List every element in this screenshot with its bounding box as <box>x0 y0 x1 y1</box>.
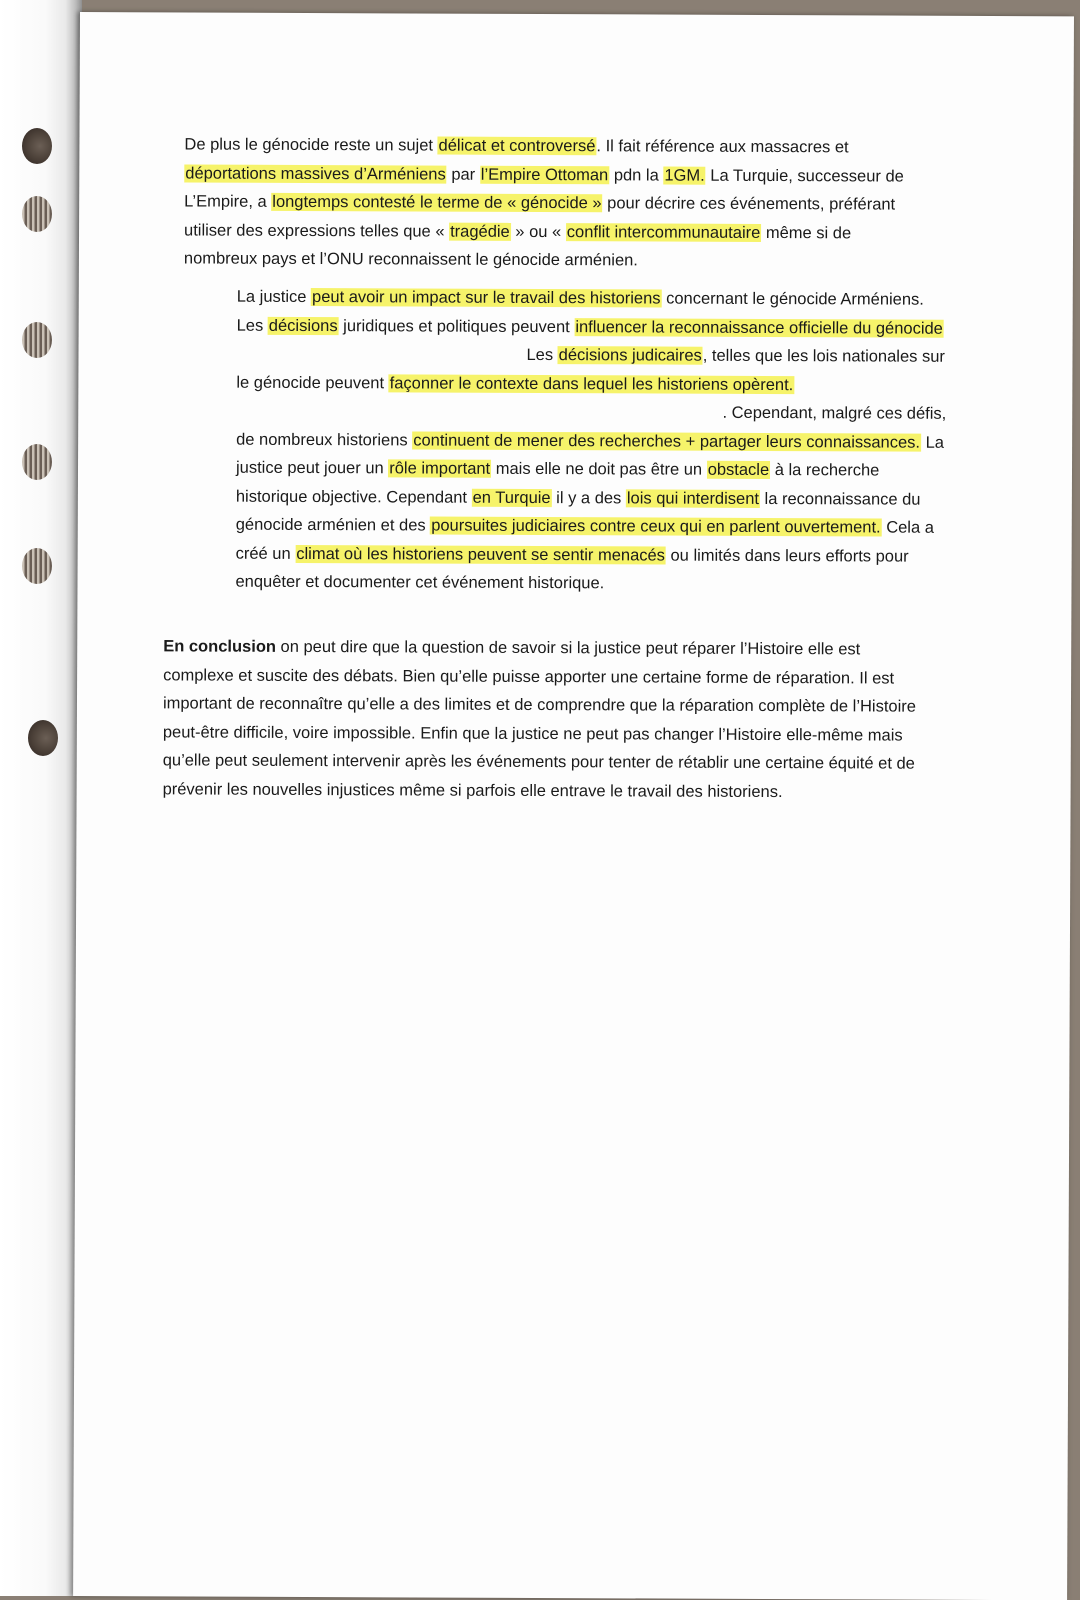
paragraph-justice-historians: La justice peut avoir un impact sur le travail des historiens concernant le génocide Arméniens. Les décisions juridiques et politiques peuvent influencer la reconnaissance officielle du génocideLes décisions judicaires, telles que les lois nationales sur le génocide peuvent façonner le contexte dans lequel les historiens opèrent. . Cependant, malgré ces défis, de nombreux historiens continuent de mener des recherches + partager leurs connaissances. La justice peut jouer un rôle important mais elle ne doit pas être un obstacle à la recherche historique objective. Cependant en Turquie il y a des lois qui interdisent la reconnaissance du génocide arménien et des poursuites judiciaires contre ceux qui en parlent ouvertement. Cela a créé un climat où les historiens peuvent se sentir menacés ou limités dans leurs efforts pour enquêter et documenter cet événement historique. <box>235 287 947 593</box>
highlight: déportations massives d’Arméniens <box>185 163 446 184</box>
binder-edge <box>0 0 82 1596</box>
highlight: longtemps contesté le terme de « génocide » <box>272 192 602 213</box>
highlight: lois qui interdisent <box>626 488 760 508</box>
highlight: influencer la reconnaissance officielle du génocide <box>575 317 943 338</box>
highlight: façonner le contexte dans lequel les historiens opèrent. <box>389 373 794 394</box>
highlight: décisions <box>268 316 338 335</box>
punch-hole-icon <box>28 720 58 756</box>
highlight: climat où les historiens peuvent se sentir menacés <box>296 544 665 565</box>
punch-hole-icon <box>22 128 52 164</box>
highlight: tragédie <box>450 222 510 241</box>
highlight: continuent de mener des recherches + partager leurs connaissances. <box>413 430 921 452</box>
punch-hole-icon <box>22 444 52 480</box>
highlight: poursuites judiciaires contre ceux qui en parlent ouvertement. <box>431 516 881 537</box>
paragraph-conclusion: En conclusion on peut dire que la question de savoir si la justice peut réparer l’Histoire elle est complexe et suscite des débats. Bien qu’elle puisse apporter une certaine forme de réparation. Il est important de reconnaître qu’elle a des limites et de comprendre que la réparation complète de l’Histoire peut-être difficile, voire impossible. Enfin que la justice ne peut pas changer l’Histoire elle-même mais qu’elle peut seulement intervenir après les événements pour tenter de rétablir une certaine équité et de prévenir les nouvelles injustices même si parfois elle entrave le travail des historiens. <box>162 637 917 801</box>
punch-hole-icon <box>22 196 52 232</box>
highlight: conflit intercommunautaire <box>566 222 761 242</box>
highlight: 1GM. <box>664 166 705 185</box>
highlight: délicat et controversé <box>438 136 596 156</box>
conclusion-lead: En conclusion <box>163 637 277 656</box>
highlight: décisions judicaires <box>558 346 702 365</box>
punch-hole-icon <box>22 322 52 358</box>
highlight: obstacle <box>707 460 770 480</box>
highlight: l’Empire Ottoman <box>480 165 609 184</box>
paragraph-genocide-controversy: De plus le génocide reste un sujet délicat et controversé. Il fait référence aux massacres et déportations massives d’Arméniens par l’Empire Ottoman pdn la 1GM. La Turquie, successeur de L’Empire, a longtemps contesté le terme de « génocide » pour décrire ces événements, préférant utiliser des expressions telles que « tragédie » ou « conflit intercommunautaire même si de nombreux pays et l’ONU reconnaissent le génocide arménien. <box>183 135 904 270</box>
highlight: peut avoir un impact sur le travail des historiens <box>312 288 661 308</box>
document-page <box>73 12 1074 1600</box>
highlight: en Turquie <box>472 488 551 507</box>
punch-hole-icon <box>22 548 52 584</box>
highlight: rôle important <box>389 459 491 478</box>
